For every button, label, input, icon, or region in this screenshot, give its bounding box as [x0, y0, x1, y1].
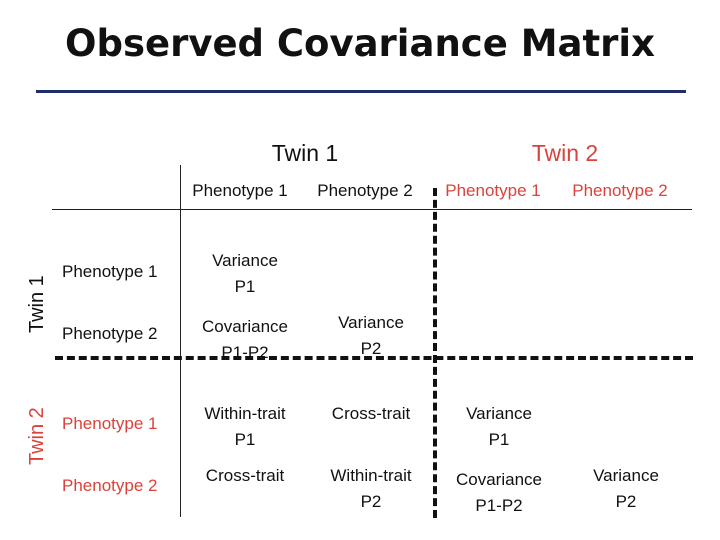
row-header-twin2-phenotype2: Phenotype 2	[62, 476, 158, 495]
cell-line: P1	[234, 277, 256, 296]
cell-line: Cross-trait	[205, 466, 285, 485]
cell-line: P2	[615, 492, 637, 511]
header-divider-line	[52, 209, 692, 210]
twin1-row-header: Twin 1	[26, 275, 48, 333]
cell-variance-p1-twin1	[180, 248, 310, 300]
cell-line: P1	[234, 430, 256, 449]
twin2-column-header: Twin 2	[531, 140, 599, 166]
column-header-twin1-phenotype1: Phenotype 1	[192, 181, 288, 200]
row-header-twin1-phenotype2: Phenotype 2	[62, 324, 158, 343]
cell-line: Within-trait	[330, 466, 412, 485]
cell-variance-p1-twin2	[434, 401, 564, 453]
cell-line: P1	[488, 430, 510, 449]
cell-line: Within-trait	[204, 404, 286, 423]
cell-line: Covariance	[456, 470, 542, 489]
row-header-twin2-phenotype1: Phenotype 1	[62, 414, 158, 433]
cell-line: P2	[360, 492, 382, 511]
cell-line: Covariance	[202, 317, 288, 336]
cell-cross-trait-lower	[180, 463, 310, 489]
cell-line: Variance	[593, 466, 659, 485]
twin1-column-header: Twin 1	[271, 140, 339, 166]
column-header-twin1-phenotype2: Phenotype 2	[317, 181, 413, 200]
page-title: Observed Covariance Matrix	[65, 22, 655, 65]
cell-variance-p2-twin2	[561, 463, 691, 515]
row-header-twin1-phenotype1: Phenotype 1	[62, 262, 158, 281]
cell-line: Variance	[212, 251, 278, 270]
column-header-twin2-phenotype2: Phenotype 2	[572, 181, 668, 200]
cell-covariance-p1-p2-twin1	[180, 314, 310, 366]
cell-line: Cross-trait	[331, 404, 411, 423]
column-header-twin2-phenotype1: Phenotype 1	[445, 181, 541, 200]
twin2-row-header: Twin 2	[26, 407, 48, 465]
cell-covariance-p1-p2-twin2	[434, 467, 564, 519]
cell-line: Variance	[338, 313, 404, 332]
cell-within-trait-p2	[306, 463, 436, 515]
cell-line: P2	[360, 339, 382, 358]
cell-line: Variance	[466, 404, 532, 423]
cell-line: P1-P2	[221, 343, 269, 362]
cell-cross-trait-upper	[306, 401, 436, 427]
title-underline	[36, 90, 686, 93]
cell-variance-p2-twin1	[306, 310, 436, 362]
cell-line: P1-P2	[475, 496, 523, 515]
cell-within-trait-p1	[180, 401, 310, 453]
